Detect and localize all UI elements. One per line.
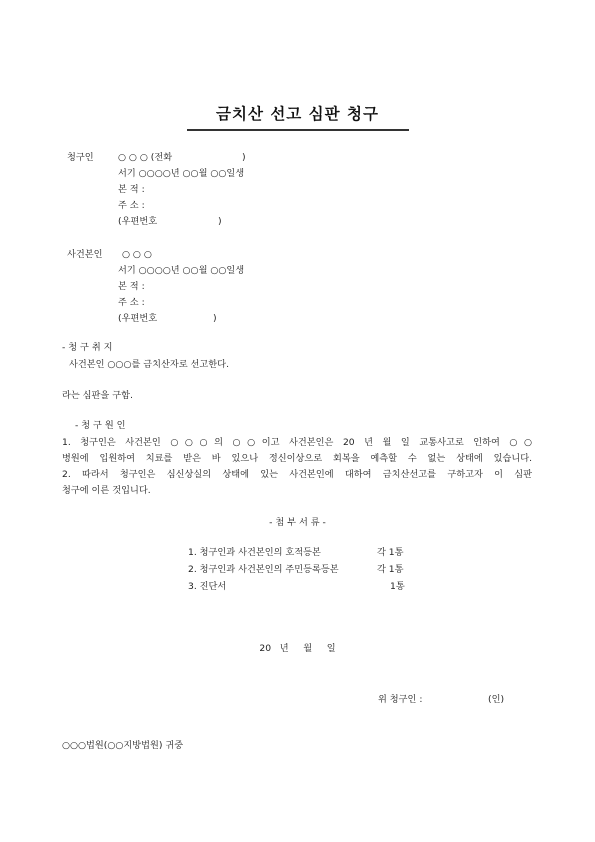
claimant-name-close: ) [242, 152, 246, 163]
cause-heading: - 청 구 원 인 [75, 420, 126, 431]
subject-label: 사건본인 [67, 249, 103, 260]
claimant-name: ○ ○ ○ (전화 [118, 152, 173, 163]
claimant-label: 청구인 [67, 152, 94, 163]
signature-label: 위 청구인 : [378, 694, 423, 705]
document-title: 금치산 선고 심판 청구 [216, 105, 379, 123]
attachment-item-qty: 1통 [390, 581, 405, 592]
claimant-birth: 서기 ○○○○년 ○○월 ○○일생 [118, 168, 245, 179]
attachment-item-label: 1. 청구인과 사건본인의 호적등본 [188, 547, 321, 558]
subject-postal-close: ) [213, 313, 217, 324]
cause-paragraph-1-line-2: 병원에 입원하여 치료를 받은 바 있으나 정신이상으로 회복을 예측할 수 없는 상태에 있습니다. [62, 453, 532, 464]
request-line: 라는 심판을 구함. [62, 390, 133, 401]
subject-address: 주 소 : [118, 297, 145, 308]
attachment-item-label: 3. 진단서 [188, 581, 227, 592]
purpose-heading: - 청 구 취 지 [62, 342, 113, 353]
purpose-text: 사건본인 ○○○를 금치산자로 선고한다. [69, 359, 229, 370]
court-addressee: ○○○법원(○○지방법원) 귀중 [62, 740, 184, 751]
seal-mark: (인) [488, 694, 505, 705]
subject-birth: 서기 ○○○○년 ○○월 ○○일생 [118, 265, 245, 276]
attachment-item-label: 2. 청구인과 사건본인의 주민등록등본 [188, 564, 339, 575]
subject-domicile: 본 적 : [118, 281, 145, 292]
attachment-item-qty: 각 1통 [377, 547, 404, 558]
claimant-address: 주 소 : [118, 200, 145, 211]
subject-postal: (우편번호 [118, 313, 158, 324]
attachments-heading: - 첨 부 서 류 - [269, 517, 326, 528]
cause-paragraph-2-line-2: 청구에 이른 것입니다. [62, 485, 151, 496]
claimant-postal: (우편번호 [118, 216, 158, 227]
cause-paragraph-1-line-1: 1. 청구인은 사건본인 ○○○의 ○○이고 사건본인은 20 년 월 일 교통사고로 인하여 ○○ [62, 437, 532, 448]
cause-paragraph-2-line-1: 2. 따라서 청구인은 심신상실의 상태에 있는 사건본인에 대하여 금치산선고를 구하고자 이 심판 [62, 469, 532, 480]
claimant-domicile: 본 적 : [118, 184, 145, 195]
claimant-postal-close: ) [218, 216, 222, 227]
subject-name: ○ ○ ○ [122, 249, 152, 260]
title-underline [187, 129, 409, 131]
document-date: 20 년 월 일 [259, 643, 336, 654]
attachment-item-qty: 각 1통 [377, 564, 404, 575]
